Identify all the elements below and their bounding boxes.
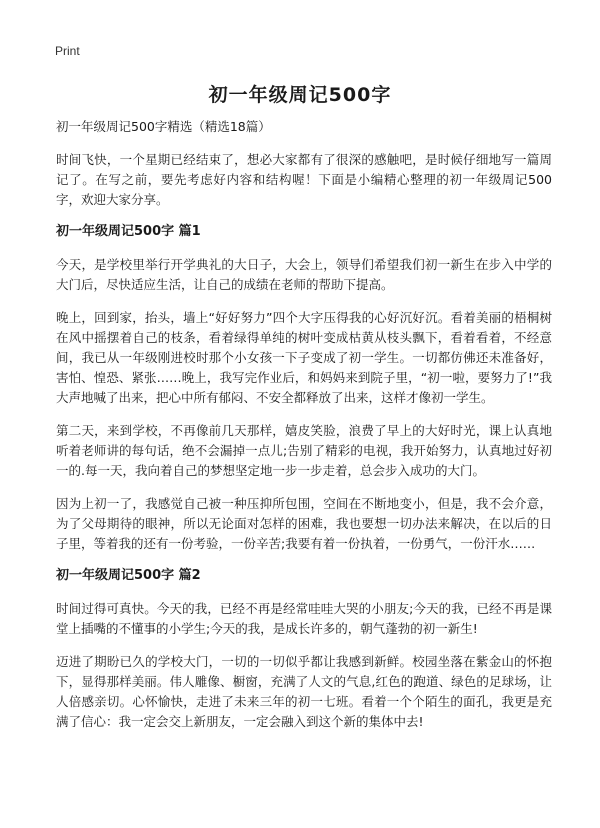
article-subtitle: 初一年级周记500字精选（精选18篇） xyxy=(56,119,271,134)
section-heading: 初一年级周记500字 篇2 xyxy=(56,568,201,583)
section-2 xyxy=(56,567,552,732)
body-paragraph: 今天，是学校里举行开学典礼的大日子，大会上，领导们希望我们初一新生在步入中学的大门后，尽快适应生活，让自己的成绩在老师的帮助下提高。 xyxy=(56,257,552,292)
section-1 xyxy=(56,223,552,554)
body-paragraph: 因为上初一了，我感觉自己被一种压抑所包围，空间在不断地变小，但是，我不会介意，为了父母期待的眼神，所以无论面对怎样的困难，我也要想一切办法来解决，在以后的日子里，等着我的还有一份考验，一份辛苦;我要有着一份执着，一份勇气，一份汗水…… xyxy=(56,496,552,551)
body-paragraph: 晚上，回到家，抬头，墙上“好好努力”四个大字压得我的心好沉好沉。看着美丽的梧桐树在风中摇摆着自己的枝条，看着绿得单纯的树叶变成枯黄从枝头飘下，看着看着，不经意间，我已从一年级刚进校时那个小女孩一下子变成了初一学生。一切都仿佛还未准备好，害怕、惶恐、紧张……晚上，我写完作业后，和妈妈来到院子里，“初一啦，要努力了!”我大声地喊了出来，把心中所有郁闷、不安全都释放了出来，这样才像初一学生。 xyxy=(56,310,552,405)
section-heading: 初一年级周记500字 篇1 xyxy=(56,224,201,239)
body-paragraph: 第二天，来到学校，不再像前几天那样，嬉皮笑脸，浪费了早上的大好时光，课上认真地听着老师讲的每句话，绝不会漏掉一点儿;告别了精彩的电视，我开始努力，认真地过好初一的.每一天，我向着自己的梦想坚定地一步一步走着，总会步入成功的大门。 xyxy=(56,423,552,478)
body-paragraph: 时间过得可真快。今天的我，已经不再是经常哇哇大哭的小朋友;今天的我，已经不再是课堂上插嘴的不懂事的小学生;今天的我，是成长许多的，朝气蓬勃的初一新生! xyxy=(56,601,552,636)
body-paragraph: 迈进了期盼已久的学校大门，一切的一切似乎都让我感到新鲜。校园坐落在紫金山的怀抱下，显得那样美丽。伟人雕像、橱窗，充满了人文的气息,红色的跑道、绿色的足球场，让人倍感亲切。心怀愉快，走进了未来三年的初一七班。看着一个个陌生的面孔，我更是充满了信心：我一定会交上新朋友，一定会融入到这个新的集体中去! xyxy=(56,654,552,729)
page-title: 初一年级周记500字 xyxy=(208,84,392,106)
intro-paragraph: 时间飞快，一个星期已经结束了，想必大家都有了很深的感触吧，是时候仔细地写一篇周记了。在写之前，要先考虑好内容和结构喔！下面是小编精心整理的初一年级周记500字，欢迎大家分享。 xyxy=(56,152,552,207)
article-body xyxy=(56,118,552,745)
print-link[interactable]: Print xyxy=(55,44,80,58)
